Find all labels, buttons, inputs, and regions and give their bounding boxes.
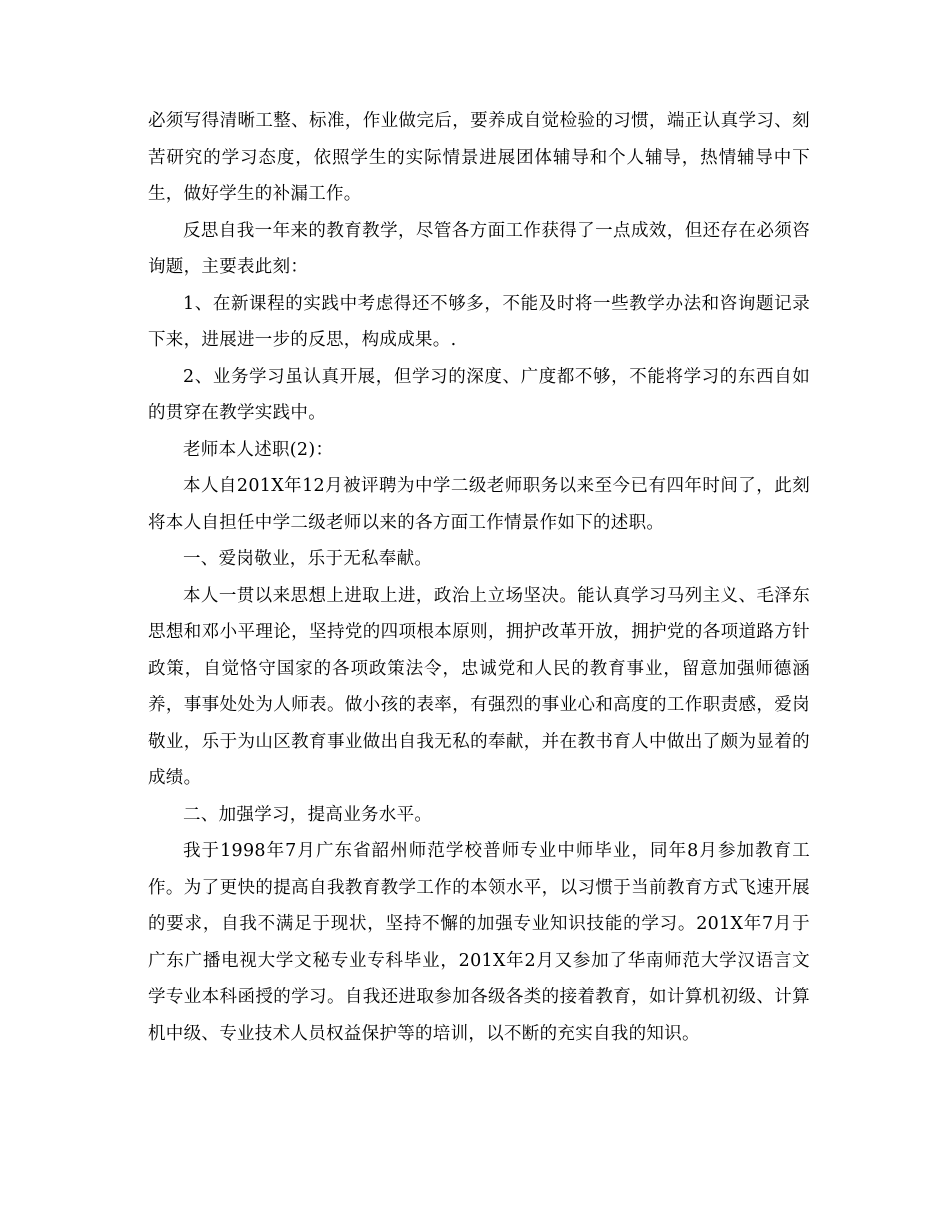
paragraph-problem-1: 1、在新课程的实践中考虑得还不够多，不能及时将一些教学办法和咨询题记录下来，进展进一步的反思，构成成果。.	[148, 293, 810, 350]
document-body	[148, 103, 810, 1052]
section-title-report-2: 老师本人述职(2)：	[183, 439, 334, 460]
paragraph-problem-2: 2、业务学习虽认真开展，但学习的深度、广度都不够，不能将学习的东西自如的贯穿在教学实践中。	[148, 366, 810, 423]
heading-study: 二、加强学习，提高业务水平。	[183, 804, 433, 825]
paragraph-report-intro: 本人自201X年12月被评聘为中学二级老师职务以来至今已有四年时间了，此刻将本人自担任中学二级老师以来的各方面工作情景作如下的述职。	[148, 476, 810, 533]
paragraph-self-reflection: 反思自我一年来的教育教学，尽管各方面工作获得了一点成效，但还存在必须咨询题，主要表此刻：	[148, 220, 810, 277]
paragraph-dedication: 本人一贯以来思想上进取上进，政治上立场坚决。能认真学习马列主义、毛泽东思想和邓小平理论，坚持党的四项根本原则，拥护改革开放，拥护党的各项道路方针政策，自觉恪守国家的各项政策法令，忠诚党和人民的教育事业，留意加强师德涵养，事事处处为人师表。做小孩的表率，有强烈的事业心和高度的工作职责感，爱岗敬业，乐于为山区教育事业做出自我无私的奉献，并在教书育人中做出了颇为显着的成绩。	[148, 585, 810, 788]
paragraph-homework-continuation: 必须写得清晰工整、标准，作业做完后，要养成自觉检验的习惯，端正认真学习、刻苦研究的学习态度，依照学生的实际情景进展团体辅导和个人辅导，热情辅导中下生，做好学生的补漏工作。	[148, 111, 810, 204]
heading-dedication: 一、爱岗敬业，乐于无私奉献。	[183, 549, 433, 569]
paragraph-study: 我于1998年7月广东省韶州师范学校普师专业中师毕业，同年8月参加教育工作。为了更快的提高自我教育教学工作的本领水平，以习惯于当前教育方式飞速开展的要求，自我不满足于现状，坚持不懈的加强专业知识技能的学习。201X年7月于广东广播电视大学文秘专业专科毕业，201X年2月又参加了华南师范大学汉语言文学专业本科函授的学习。自我还进取参加各级各类的接着教育，如计算机初级、计算机中级、专业技术人员权益保护等的培训，以不断的充实自我的知识。	[148, 841, 810, 1044]
